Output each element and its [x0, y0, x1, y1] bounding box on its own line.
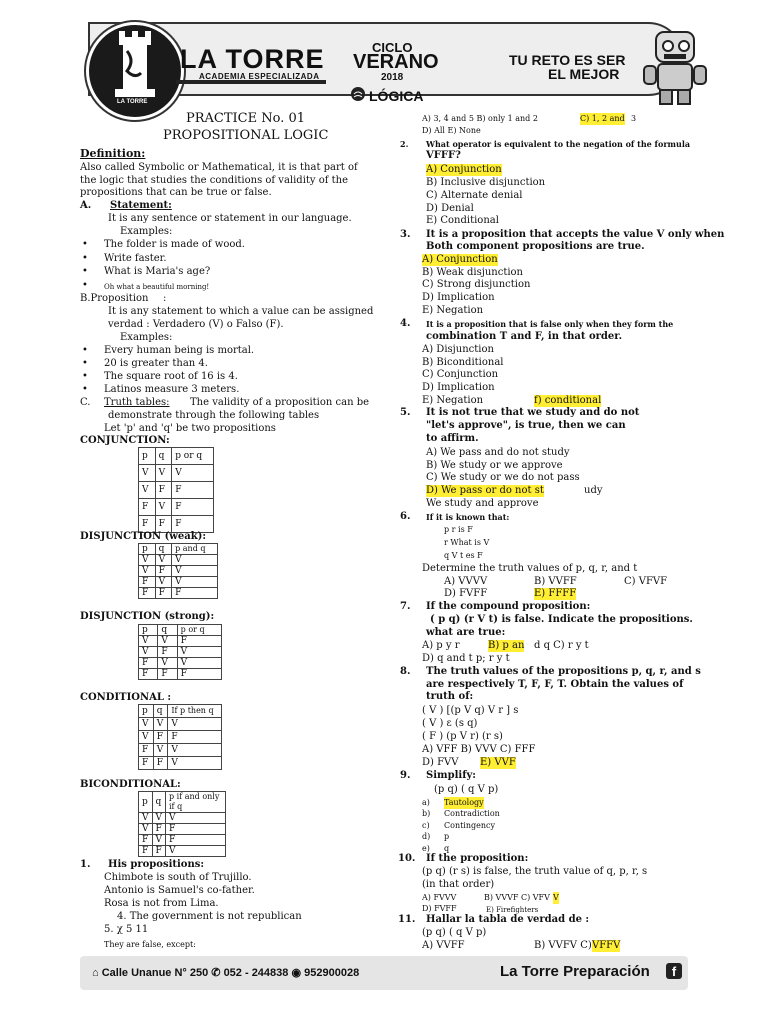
- highlighted-option: A) Conjunction: [422, 254, 498, 265]
- option: C) VFVF: [624, 576, 668, 587]
- question-text: "let's approve", is true, then we can: [426, 420, 626, 431]
- tower-logo: [86, 22, 184, 120]
- option: p: [444, 832, 450, 841]
- table-cell: F: [139, 846, 153, 857]
- option: Contingency: [444, 821, 496, 830]
- conditional-heading: CONDITIONAL :: [80, 692, 172, 703]
- table-cell: F: [139, 835, 153, 846]
- question-text: What operator is equivalent to the negation of the formula: [426, 139, 691, 149]
- table-cell: V: [153, 744, 168, 757]
- table-cell: F: [139, 516, 156, 533]
- table-cell: F: [158, 669, 177, 680]
- table-cell: V: [139, 813, 153, 824]
- list-item: 20 is greater than 4.: [104, 358, 208, 369]
- list-item: The folder is made of wood.: [104, 239, 245, 250]
- table-cell: F: [158, 647, 177, 658]
- option: B) VVFF: [534, 576, 577, 587]
- list-item: Chimbote is south of Trujillo.: [104, 872, 252, 883]
- question-number: 3.: [400, 229, 411, 240]
- footer-contact: [92, 966, 359, 979]
- table-row: [139, 718, 222, 731]
- table-row: [139, 566, 218, 577]
- list-item: Latinos measure 3 meters.: [104, 384, 240, 395]
- question-text: It is not true that we study and do not: [426, 407, 640, 418]
- table-cell: F: [166, 824, 226, 835]
- option: D) FVFF: [422, 904, 457, 913]
- table-cell: q: [153, 705, 168, 718]
- whatsapp-icon: ◉: [291, 967, 302, 979]
- question-text: to affirm.: [426, 433, 479, 444]
- disjunction-weak-heading: DISJUNCTION (weak):: [80, 531, 207, 542]
- table-cell: V: [152, 835, 166, 846]
- question-text: (p q) (r s) is false, the truth value of q, p, r, s: [422, 866, 648, 877]
- conjunction-heading: CONJUNCTION:: [80, 435, 170, 446]
- table-cell: F: [155, 588, 172, 599]
- formula: (p q) ( q V p): [422, 927, 487, 938]
- subject-label: LÓGICA: [369, 88, 424, 104]
- option: A) FVVV: [422, 893, 457, 902]
- table-cell: V: [168, 718, 222, 731]
- table-cell: p: [139, 544, 156, 555]
- formula: r What is V: [444, 538, 490, 547]
- question-number: 6.: [400, 511, 411, 522]
- option: A) VFF B) VVV C) FFF: [422, 744, 536, 755]
- formula: ( V ) ε (s q): [422, 718, 478, 729]
- bullet: •: [82, 371, 88, 382]
- section-a-label: A.: [80, 200, 92, 211]
- option: A) p y r: [422, 640, 460, 651]
- section-b-heading: B.Proposition: [80, 293, 149, 304]
- table-cell: V: [155, 499, 172, 516]
- footer-brand: La Torre Preparación: [500, 963, 650, 980]
- table-cell: p: [139, 705, 154, 718]
- table-cell: F: [139, 744, 154, 757]
- table-cell: V: [153, 718, 168, 731]
- highlighted-option: E) VVF: [480, 757, 516, 768]
- table-cell: V: [166, 813, 226, 824]
- table-cell: F: [155, 482, 172, 499]
- question-number: 11.: [398, 914, 416, 925]
- option: A) VVFF: [422, 940, 465, 951]
- section-c-heading: Truth tables:: [104, 397, 170, 408]
- table-header-row: [139, 544, 218, 555]
- footer-mobile: 952900028: [304, 967, 360, 979]
- section-b-colon: :: [163, 293, 167, 304]
- table-cell: q: [152, 792, 166, 813]
- table-cell: F: [139, 757, 154, 770]
- option: Contradiction: [444, 809, 500, 818]
- table-row: [139, 482, 214, 499]
- table-cell: V: [155, 555, 172, 566]
- disjunction-strong-heading: DISJUNCTION (strong):: [80, 611, 215, 622]
- table-cell: F: [139, 658, 158, 669]
- section-c-text: Let 'p' and 'q' be two propositions: [104, 423, 276, 434]
- table-cell: V: [172, 577, 218, 588]
- table-cell: If p then q: [168, 705, 222, 718]
- table-cell: p: [139, 792, 153, 813]
- question-text: Hallar la tabla de verdad de :: [426, 914, 590, 925]
- highlighted-option: D) We pass or do not st: [426, 485, 544, 496]
- option: C) We study or we do not pass: [426, 472, 580, 483]
- table-cell: F: [177, 669, 221, 680]
- table-row: [139, 647, 222, 658]
- formula: q V t es F: [444, 551, 483, 560]
- bullet: •: [82, 280, 88, 291]
- option: B) We study or we approve: [426, 460, 563, 471]
- examples-label: Examples:: [120, 332, 173, 343]
- table-cell: V: [172, 465, 214, 482]
- question-number: 9.: [400, 770, 411, 781]
- table-cell: V: [168, 744, 222, 757]
- option: B) VVFV C): [534, 940, 592, 951]
- bullet: •: [82, 266, 88, 277]
- table-cell: V: [139, 636, 158, 647]
- highlighted-option: B) p an: [488, 640, 525, 651]
- section-c-text: demonstrate through the following tables: [108, 410, 320, 421]
- table-cell: V: [152, 813, 166, 824]
- option: E) Conditional: [426, 215, 499, 226]
- list-item: Write faster.: [104, 253, 167, 264]
- table-cell: p: [139, 625, 158, 636]
- table-header-row: [139, 792, 226, 813]
- option: D) Denial: [426, 203, 474, 214]
- option: D) Implication: [422, 382, 495, 393]
- highlighted-option: f) conditional: [534, 395, 602, 406]
- ciclo-label: CICLO: [372, 40, 413, 55]
- table-header-row: [139, 448, 214, 465]
- table-cell: q: [155, 544, 172, 555]
- bullet: •: [82, 345, 88, 356]
- option: E) Firefighters: [486, 906, 539, 914]
- option: B) VVVF C) VFV: [484, 893, 550, 902]
- formula: p r is F: [444, 525, 473, 534]
- question-text: combination T and F, in that order.: [426, 331, 623, 342]
- examples-label: Examples:: [120, 226, 173, 237]
- practice-subtitle: PROPOSITIONAL LOGIC: [163, 128, 329, 143]
- table-row: [139, 813, 226, 824]
- table-cell: p or q: [177, 625, 221, 636]
- home-icon: ⌂: [92, 967, 99, 979]
- option-letter: b): [422, 809, 431, 818]
- table-cell: V: [158, 636, 177, 647]
- option-tail: d q C) r y t: [534, 640, 589, 651]
- option: D) q and t p; r y t: [422, 653, 510, 664]
- option-letter: d): [422, 832, 431, 841]
- table-cell: V: [139, 555, 156, 566]
- table-cell: F: [172, 516, 214, 533]
- formula: (p q) ( q V p): [434, 784, 499, 795]
- footer-address: Calle Unanue N° 250: [101, 967, 209, 979]
- question-text: are respectively T, F, F, T. Obtain the values of: [426, 679, 684, 690]
- option: B) Biconditional: [422, 357, 504, 368]
- table-cell: F: [152, 824, 166, 835]
- facebook-icon[interactable]: f: [666, 963, 682, 979]
- question-footer: They are false, except:: [104, 940, 196, 949]
- table-row: [139, 555, 218, 566]
- table-row: [139, 588, 218, 599]
- bullet: •: [82, 358, 88, 369]
- question-text: It is a proposition that is false only when they form the: [426, 319, 674, 329]
- table-cell: V: [166, 846, 226, 857]
- question-number: 7.: [400, 601, 411, 612]
- footer-phone: 052 - 244838: [223, 967, 289, 979]
- brand-subtitle: ACADEMIA ESPECIALIZADA: [199, 72, 320, 81]
- table-cell: F: [152, 846, 166, 857]
- disjunction-strong-table: [138, 624, 222, 680]
- highlighted-option: V: [553, 893, 559, 902]
- table-cell: q: [158, 625, 177, 636]
- table-cell: V: [139, 718, 154, 731]
- table-row: [139, 757, 222, 770]
- list-item: Rosa is not from Lima.: [104, 898, 219, 909]
- table-cell: V: [155, 465, 172, 482]
- table-cell: V: [177, 658, 221, 669]
- biconditional-heading: BICONDITIONAL:: [80, 779, 181, 790]
- question-text: truth of:: [426, 691, 474, 702]
- table-row: [139, 731, 222, 744]
- option: A) Disjunction: [422, 344, 494, 355]
- section-a-heading: Statement:: [110, 200, 172, 211]
- table-cell: V: [172, 555, 218, 566]
- table-row: [139, 835, 226, 846]
- table-header-row: [139, 625, 222, 636]
- list-item: 5. χ 5 11: [104, 924, 149, 935]
- option: E) Negation: [422, 305, 484, 316]
- section-c-label: C.: [80, 397, 91, 408]
- table-cell: F: [172, 588, 218, 599]
- table-cell: V: [158, 658, 177, 669]
- table-row: [139, 846, 226, 857]
- logo-caption: LA TORRE: [117, 99, 148, 105]
- table-cell: p or q: [172, 448, 214, 465]
- option-letter: e): [422, 844, 430, 853]
- option: We study and approve: [426, 498, 539, 509]
- brain-icon: [350, 86, 366, 104]
- question-text: (in that order): [422, 879, 495, 890]
- definition-heading: Definition:: [80, 147, 146, 160]
- table-cell: F: [153, 731, 168, 744]
- table-cell: p if and only if q: [166, 792, 226, 813]
- table-cell: V: [139, 482, 156, 499]
- highlighted-option: VFFV: [592, 940, 621, 951]
- question-number: 4.: [400, 318, 411, 329]
- disjunction-weak-table: [138, 543, 218, 599]
- list-item: 4. The government is not republican: [117, 911, 302, 922]
- definition-line: the logic that studies the conditions of validity of the: [80, 175, 349, 186]
- table-cell: V: [155, 577, 172, 588]
- option: C) Alternate denial: [426, 190, 523, 201]
- table-cell: F: [155, 566, 172, 577]
- table-row: [139, 499, 214, 516]
- table-cell: F: [139, 499, 156, 516]
- table-cell: V: [139, 647, 158, 658]
- option: q: [444, 844, 450, 853]
- option: B) Inclusive disjunction: [426, 177, 546, 188]
- table-cell: V: [139, 465, 156, 482]
- table-cell: p: [139, 448, 156, 465]
- slogan-line1: TU RETO ES SER: [509, 52, 626, 68]
- highlighted-option: E) FFFF: [534, 588, 577, 599]
- question-text: If it is known that:: [426, 512, 510, 522]
- section-c-text: The validity of a proposition can be: [190, 397, 370, 408]
- option: A) VVVV: [444, 576, 488, 587]
- option: E) Negation: [422, 395, 484, 406]
- table-row: [139, 669, 222, 680]
- biconditional-table: [138, 791, 226, 857]
- highlighted-option: A) Conjunction: [426, 164, 502, 175]
- robot-mascot-icon: [640, 28, 710, 108]
- question-text: ( p q) (r V t) is false. Indicate the propositions.: [430, 614, 693, 625]
- table-row: [139, 636, 222, 647]
- list-item: Every human being is mortal.: [104, 345, 255, 356]
- option: A) We pass and do not study: [426, 447, 570, 458]
- conjunction-table: [138, 447, 214, 533]
- question-text: what are true:: [426, 627, 506, 638]
- page-header: [0, 0, 768, 112]
- bullet: •: [82, 239, 88, 250]
- bullet: •: [82, 384, 88, 395]
- table-row: [139, 744, 222, 757]
- option-letter: c): [422, 821, 430, 830]
- list-item: What is Maria's age?: [104, 266, 211, 277]
- question-number: 8.: [400, 666, 411, 677]
- question-text: VFFF?: [426, 150, 461, 161]
- year-label: 2018: [381, 72, 404, 83]
- table-cell: F: [172, 499, 214, 516]
- option-line: D) All E) None: [422, 126, 481, 135]
- table-row: [139, 658, 222, 669]
- table-cell: V: [168, 757, 222, 770]
- question-text: Simplify:: [426, 770, 476, 781]
- table-cell: F: [153, 757, 168, 770]
- list-item: Antonio is Samuel's co-father.: [104, 885, 255, 896]
- table-cell: F: [168, 731, 222, 744]
- option: D) FVFF: [444, 588, 488, 599]
- table-row: [139, 577, 218, 588]
- option: C) Strong disjunction: [422, 279, 531, 290]
- highlighted-option: Tautology: [444, 798, 484, 807]
- option-tail: 3: [631, 114, 637, 123]
- slogan-line2: EL MEJOR: [548, 66, 620, 82]
- table-cell: F: [166, 835, 226, 846]
- practice-title: PRACTICE No. 01: [186, 111, 306, 126]
- option: C) Conjunction: [422, 369, 499, 380]
- question-text: His propositions:: [108, 859, 205, 870]
- option-letter: a): [422, 798, 430, 807]
- option: B) Weak disjunction: [422, 267, 524, 278]
- table-cell: F: [155, 516, 172, 533]
- question-number: 1.: [80, 859, 91, 870]
- phone-icon: ✆: [211, 967, 221, 979]
- table-cell: F: [172, 482, 214, 499]
- question-text: Determine the truth values of p, q, r, and t: [422, 563, 638, 574]
- table-cell: F: [139, 577, 156, 588]
- verano-label: VERANO: [353, 51, 439, 73]
- table-row: [139, 824, 226, 835]
- table-row: [139, 465, 214, 482]
- table-cell: V: [139, 731, 154, 744]
- table-cell: F: [139, 669, 158, 680]
- table-cell: F: [177, 636, 221, 647]
- question-number: 5.: [400, 407, 411, 418]
- formula: ( V ) [(p V q) V r ] s: [422, 705, 519, 716]
- highlighted-option: C) 1, 2 and: [580, 114, 625, 123]
- table-row: [139, 516, 214, 533]
- definition-line: propositions that can be true or false.: [80, 187, 272, 198]
- option-tail: udy: [584, 485, 603, 496]
- question-number: 10.: [398, 853, 416, 864]
- option: D) Implication: [422, 292, 495, 303]
- definition-line: Also called Symbolic or Mathematical, it is that part of: [80, 162, 358, 173]
- question-number: 2.: [400, 139, 409, 149]
- table-cell: V: [139, 824, 153, 835]
- conditional-table: [138, 704, 222, 770]
- question-text: Both component propositions are true.: [426, 241, 645, 252]
- option: D) FVV: [422, 757, 459, 768]
- bullet: •: [82, 253, 88, 264]
- table-cell: V: [177, 647, 221, 658]
- table-cell: p and q: [172, 544, 218, 555]
- option-line: A) 3, 4 and 5 B) only 1 and 2: [422, 114, 538, 123]
- question-text: If the proposition:: [426, 853, 529, 864]
- table-header-row: [139, 705, 222, 718]
- table-cell: V: [139, 566, 156, 577]
- list-item: Oh what a beautiful morning!: [104, 283, 210, 291]
- section-b-text: verdad : Verdadero (V) o Falso (F).: [108, 319, 284, 330]
- list-item: The square root of 16 is 4.: [104, 371, 238, 382]
- table-cell: F: [139, 588, 156, 599]
- section-a-text: It is any sentence or statement in our language.: [108, 213, 352, 224]
- question-text: It is a proposition that accepts the value V only when: [426, 229, 725, 240]
- question-text: The truth values of the propositions p, q, r, and s: [426, 666, 701, 677]
- formula: ( F ) (p V r) (r s): [422, 731, 503, 742]
- table-cell: q: [155, 448, 172, 465]
- section-b-text: It is any statement to which a value can be assigned: [108, 306, 374, 317]
- brand-name: LA TORRE: [180, 44, 325, 74]
- question-text: If the compound proposition:: [426, 601, 591, 612]
- table-cell: V: [172, 566, 218, 577]
